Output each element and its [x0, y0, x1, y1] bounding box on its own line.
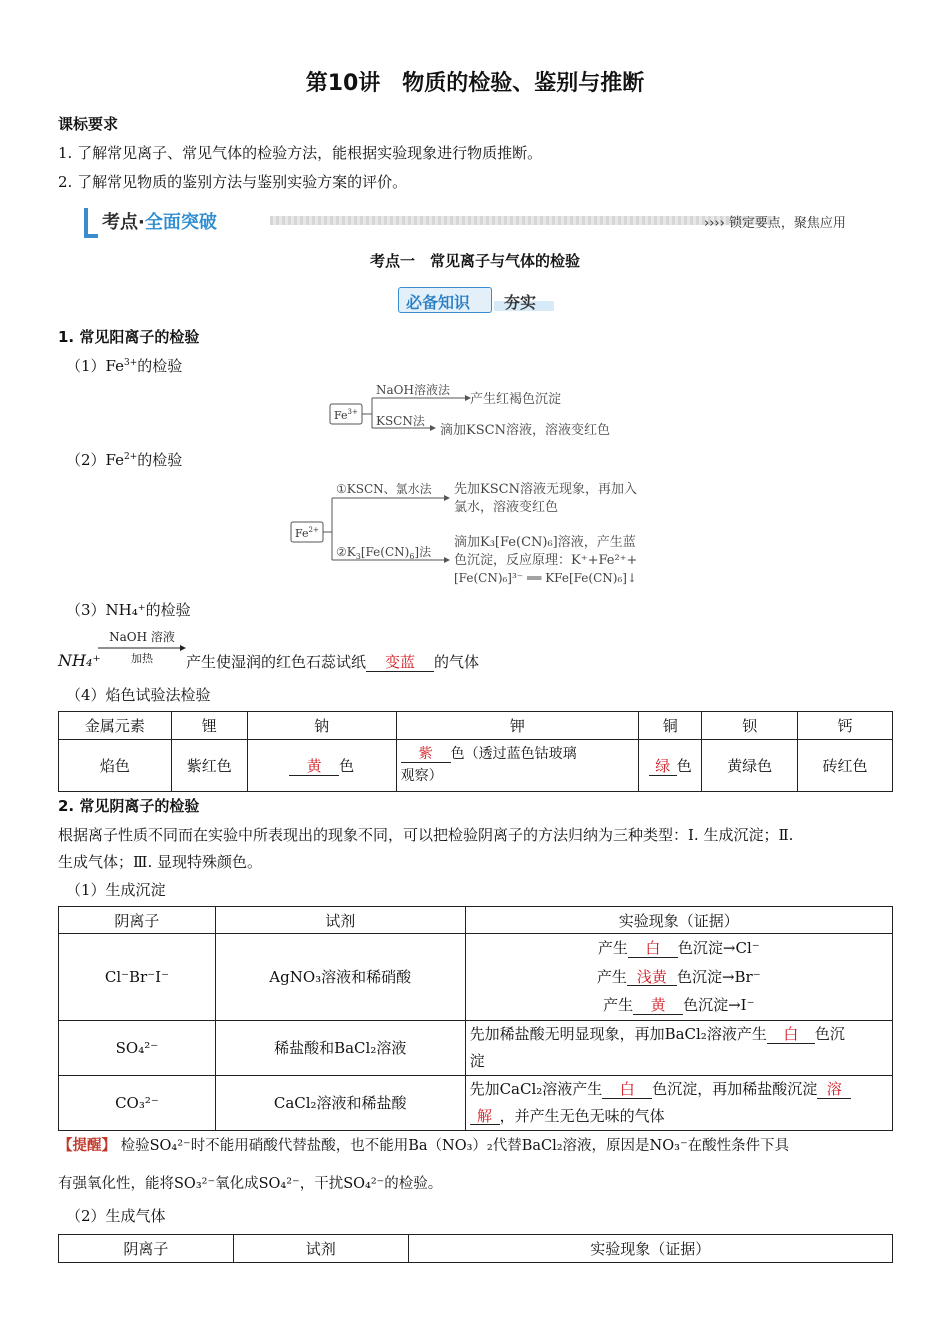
- fe3-node: $Fe^{3+}$: [334, 408, 358, 422]
- anion-sub-1: （1）生成沉淀: [66, 881, 166, 899]
- table-header: 钾: [396, 712, 639, 740]
- anion-sub-2: （2）生成气体: [66, 1207, 166, 1225]
- table-cell: CO₃²⁻: [59, 1075, 216, 1130]
- table-cell: 黄绿色: [702, 740, 798, 792]
- table-header: 阴离子: [59, 1235, 234, 1263]
- banner-stripe: [270, 216, 776, 225]
- table-header: 钠: [247, 712, 396, 740]
- table-cell: 焰色: [59, 740, 172, 792]
- fe2-result-2b: 色沉淀，反应原理：K⁺+Fe²⁺+: [454, 553, 638, 568]
- anion-intro-2: 生成气体；Ⅲ. 显现特殊颜色。: [58, 853, 263, 871]
- table-header: 钡: [702, 712, 798, 740]
- requirement-item: 2. 了解常见物质的鉴别方法与鉴别实验方案的评价。: [58, 173, 408, 191]
- table-cell: 产生 白 色沉淀→Cl⁻ 产生 浅黄 色沉淀→Br⁻ 产生 黄 色沉淀→I⁻: [465, 934, 892, 1021]
- anion-table: [58, 906, 893, 1131]
- anion-heading: 2. 常见阴离子的检验: [58, 797, 200, 815]
- fe3-result-2: 滴加KSCN溶液，溶液变红色: [440, 423, 610, 438]
- table-cell: 先加CaCl₂溶液产生 白 色沉淀，再加稀盐酸沉淀 溶 解 ，并产生无色无味的气体: [465, 1075, 892, 1130]
- fe2-result-2a: 滴加K₃[Fe(CN)₆]溶液，产生蓝: [454, 535, 636, 550]
- table-cell: 稀盐酸和BaCl₂溶液: [215, 1020, 465, 1075]
- anion-intro: 根据离子性质不同而在实验中所表现出的现象不同，可以把检验阴离子的方法归纳为三种类型：Ⅰ. 生成沉淀；Ⅱ.: [58, 826, 794, 844]
- table-header: 实验现象（证据）: [408, 1235, 892, 1263]
- table-cell: 先加稀盐酸无明显现象，再加BaCl₂溶液产生 白 色沉 淀: [465, 1020, 892, 1075]
- fe2-method-1: ①KSCN、氯水法: [336, 482, 432, 496]
- table-cell: 砖红色: [798, 740, 893, 792]
- nh4-label: （3）NH₄⁺的检验: [66, 601, 191, 619]
- fe2-node: $Fe^{2+}$: [295, 526, 319, 540]
- section-banner: [78, 204, 878, 238]
- knowledge-tag-suffix: 夯实: [504, 293, 537, 312]
- cation-heading: 1. 常见阳离子的检验: [58, 328, 200, 346]
- fe2-result-1b: 氯水，溶液变红色: [454, 500, 559, 515]
- table-cell: 紫 色（透过蓝色钴玻璃 观察）: [396, 740, 639, 792]
- table-header: 试剂: [233, 1235, 408, 1263]
- table-cell: SO₄²⁻: [59, 1020, 216, 1075]
- fe2-label: $(2)Fe^{2+}$的检验: [66, 451, 183, 469]
- nh4-arrow-top: NaOH 溶液: [109, 630, 175, 644]
- requirement-item: 1. 了解常见离子、常见气体的检验方法，能根据实验现象进行物质推断。: [58, 144, 543, 162]
- fe2-method-2: $②K_3[Fe(CN)_6]$法: [336, 545, 432, 561]
- table-cell: AgNO₃溶液和稀硝酸: [215, 934, 465, 1021]
- table-header: 试剂: [215, 907, 465, 934]
- table-header: 钙: [798, 712, 893, 740]
- table-cell: 绿 色: [639, 740, 702, 792]
- knowledge-tag: [398, 287, 548, 313]
- requirements-heading: 课标要求: [58, 115, 119, 133]
- table-cell: 紫红色: [171, 740, 247, 792]
- fe2-diagram: [288, 474, 668, 589]
- nh4-arrow: [96, 628, 188, 670]
- table-header: 阴离子: [59, 907, 216, 934]
- knowledge-tag-label: 必备知识: [406, 293, 471, 312]
- flame-label: （4）焰色试验法检验: [66, 686, 211, 704]
- table-header: 铜: [639, 712, 702, 740]
- fe3-method-2: KSCN法: [376, 414, 425, 428]
- fe2-result-2c: [Fe(CN)₆]³⁻ ══ KFe[Fe(CN)₆]↓: [454, 571, 637, 585]
- tip-line-1: 【提醒】 检验SO₄²⁻时不能用硝酸代替盐酸，也不能用Ba（NO₃）₂代替BaCl₂溶液，原因是NO₃⁻在酸性条件下具: [58, 1138, 790, 1154]
- fe3-label: $(1)Fe^{3+}$的检验: [66, 357, 183, 375]
- gas-table: [58, 1234, 893, 1263]
- nh4-arrow-bottom: 加热: [131, 652, 153, 665]
- nh4-ion: NH₄⁺: [58, 651, 101, 670]
- table-header: 实验现象（证据）: [465, 907, 892, 934]
- table-cell: CaCl₂溶液和稀盐酸: [215, 1075, 465, 1130]
- tip-line-2: 有强氧化性，能将SO₃²⁻氧化成SO₄²⁻，干扰SO₄²⁻的检验。: [58, 1176, 443, 1192]
- table-header: 金属元素: [59, 712, 172, 740]
- table-header: 锂: [171, 712, 247, 740]
- table-cell: 黄 色: [247, 740, 396, 792]
- nh4-result: 产生使湿润的红色石蕊试纸 变蓝 的气体: [186, 653, 480, 671]
- nh4-blank: 变蓝: [366, 654, 434, 672]
- banner-title: 考点·全面突破: [102, 212, 217, 233]
- page-title: 第10讲 物质的检验、鉴别与推断: [305, 71, 645, 96]
- fe3-method-1: NaOH溶液法: [376, 383, 450, 397]
- fe3-diagram: [320, 378, 640, 444]
- banner-slogan: ›››› 锁定要点，聚焦应用: [704, 216, 846, 231]
- flame-table: [58, 711, 893, 792]
- fe2-result-1a: 先加KSCN溶液无现象，再加入: [454, 482, 637, 497]
- banner-bracket-icon: [84, 208, 98, 238]
- table-cell: Cl⁻Br⁻I⁻: [59, 934, 216, 1021]
- kaodian-title: 考点一 常见离子与气体的检验: [369, 252, 580, 270]
- tip-label: 【提醒】: [58, 1138, 116, 1154]
- fe3-result-1: 产生红褐色沉淀: [470, 392, 562, 407]
